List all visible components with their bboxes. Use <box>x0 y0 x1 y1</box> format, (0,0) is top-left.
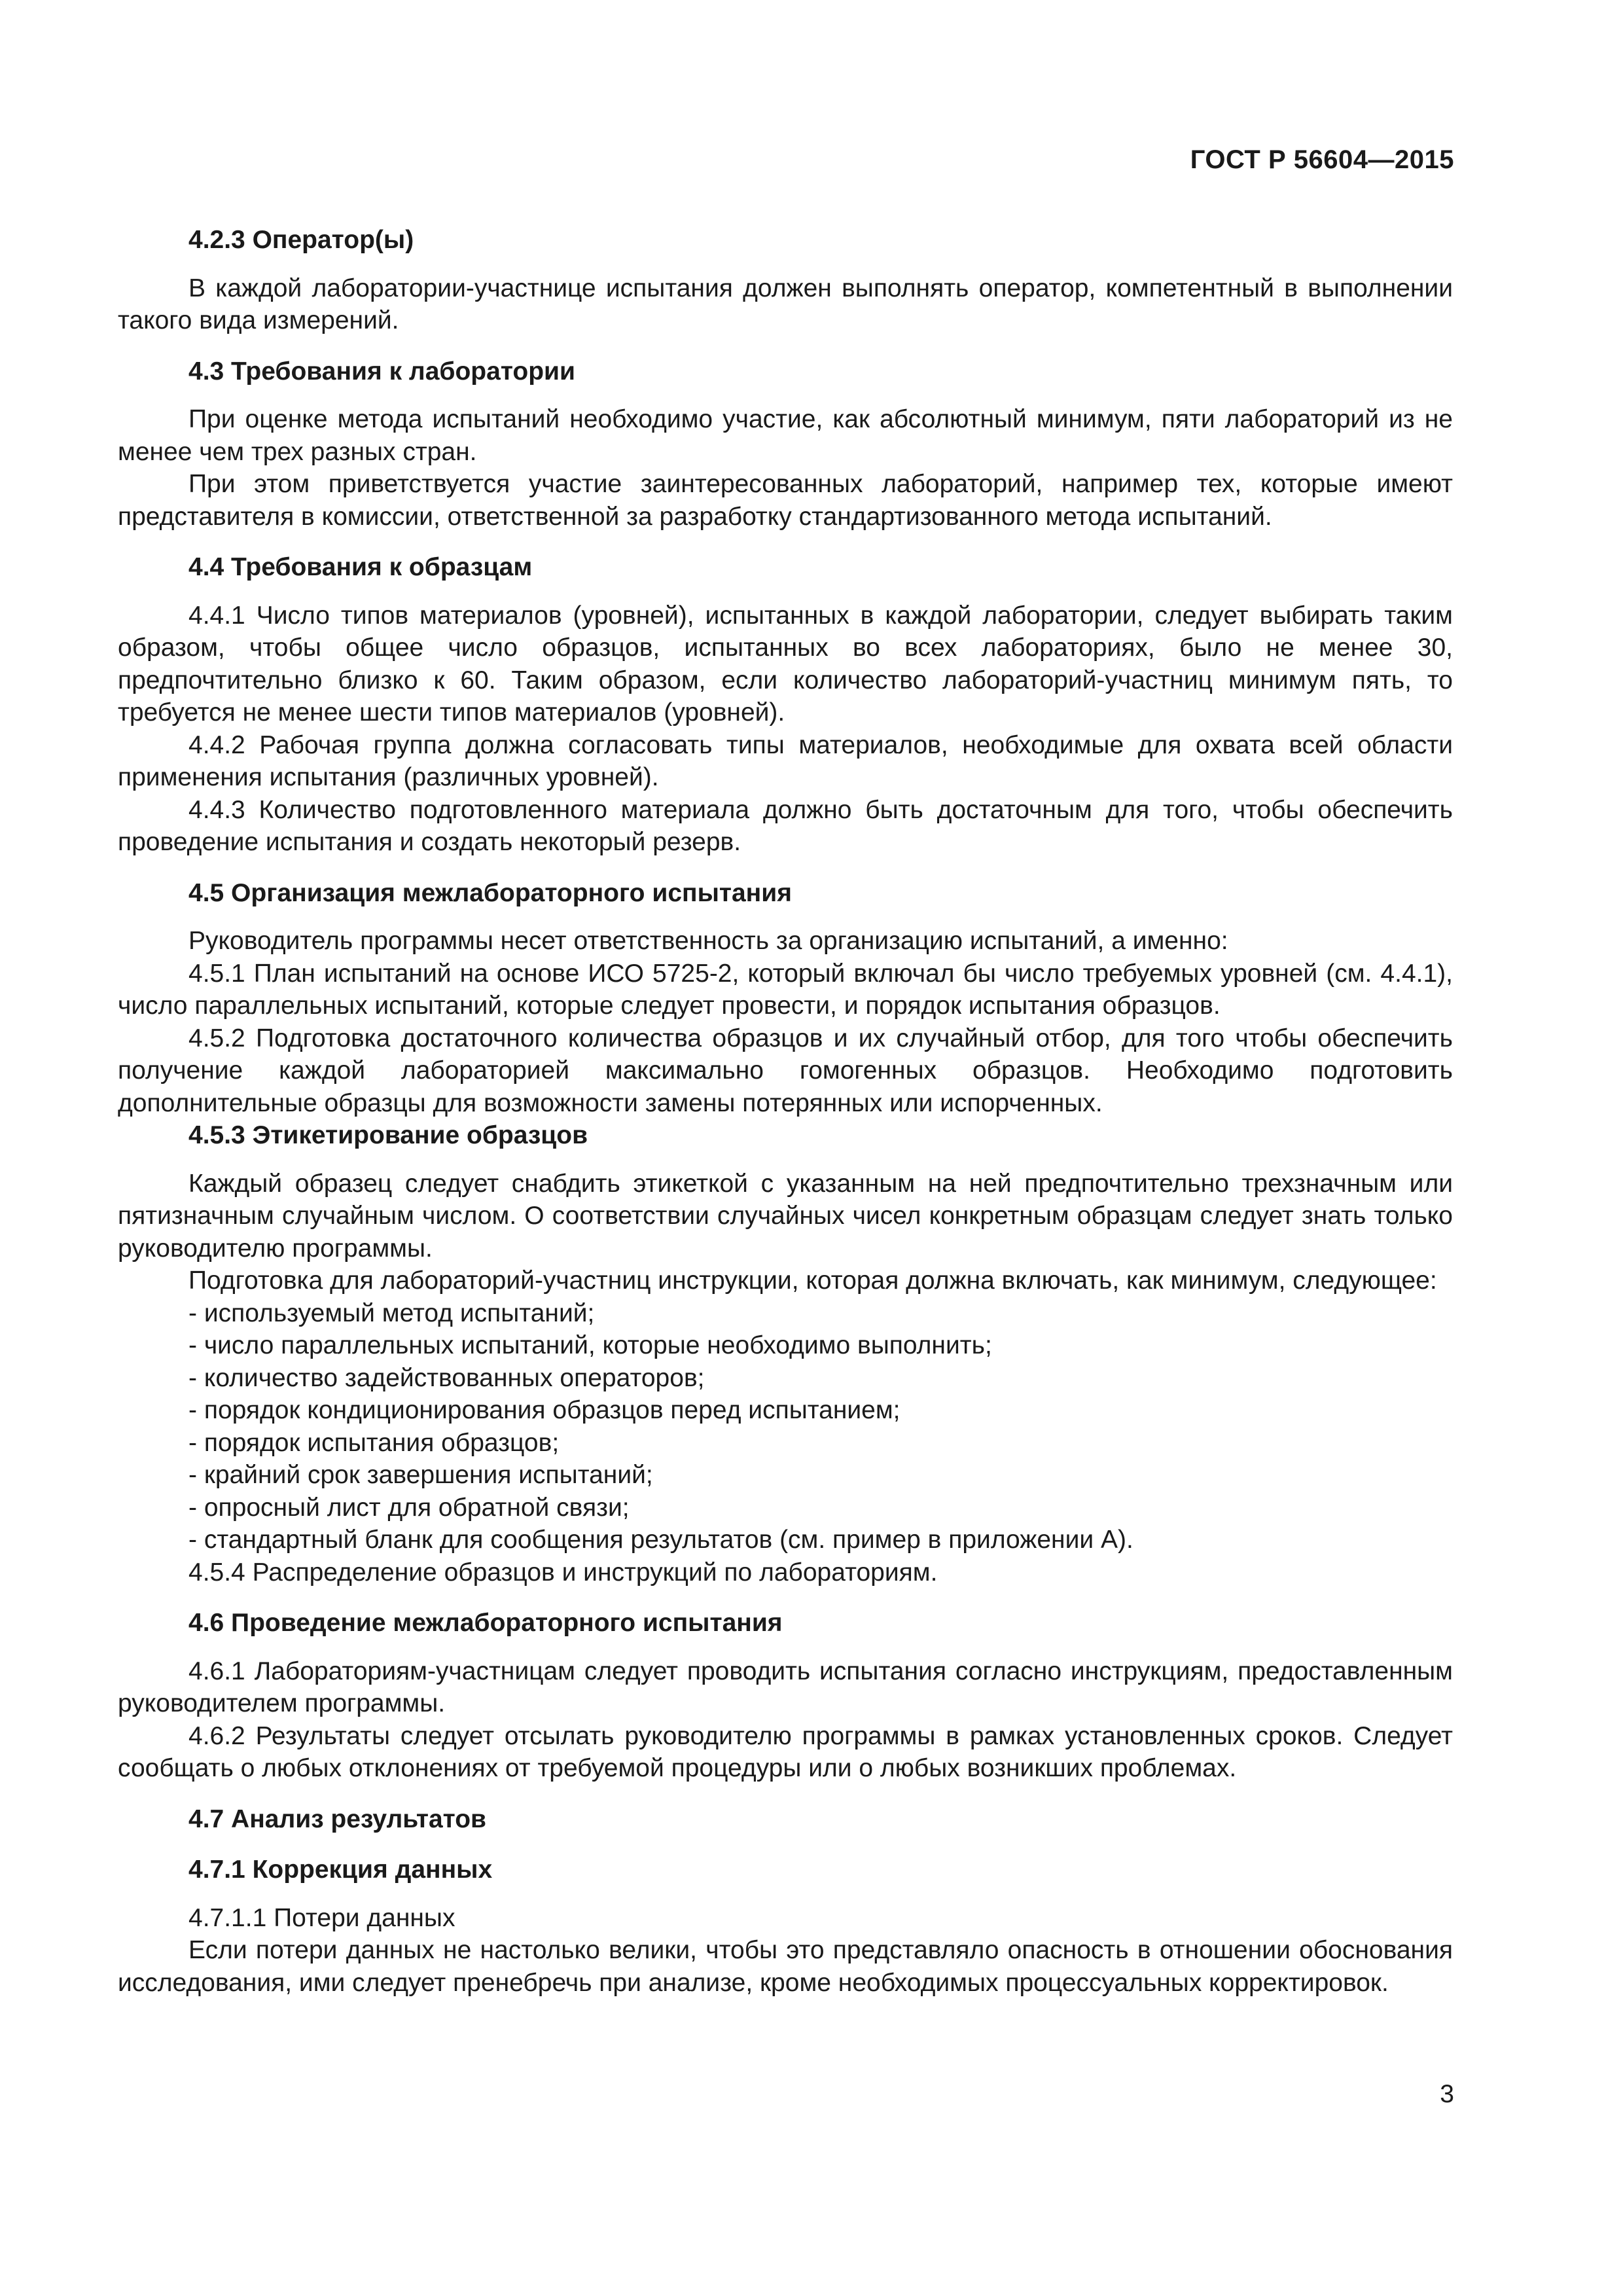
list-item: - число параллельных испытаний, которые необходимо выполнить; <box>188 1331 992 1359</box>
list-item: 4.7.1.1 Потери данных <box>188 1903 455 1932</box>
paragraph: При этом приветствуется участие заинтересованных лабораторий, например тех, которые имеют представителя в комиссии, ответственной за разработку стандартизованного метода испытаний. <box>118 470 1453 531</box>
document-body <box>118 224 1453 1999</box>
paragraph: 4.4.2 Рабочая группа должна согласовать типы материалов, необходимые для охвата всей области применения испытания (различных уровней). <box>118 730 1453 791</box>
list-item: - опросный лист для обратной связи; <box>188 1493 630 1522</box>
list-item: - порядок испытания образцов; <box>188 1428 560 1457</box>
paragraph: 4.4.1 Число типов материалов (уровней), испытанных в каждой лаборатории, следует выбирать таким образом, чтобы общее число образцов, испытанных во всех лабораториях, было не менее 30, предпочтительно близко к 60. Таким образом, если количество лабораторий-участниц минимум пять, то требуется не менее шести типов материалов (уровней). <box>118 601 1453 726</box>
paragraph: Подготовка для лабораторий-участниц инструкции, которая должна включать, как минимум, следующее: <box>188 1266 1437 1295</box>
list-item: - стандартный бланк для сообщения результатов (см. пример в приложении А). <box>188 1526 1133 1554</box>
document-code: ГОСТ Р 56604—2015 <box>1190 145 1454 174</box>
section-heading: 4.3 Требования к лаборатории <box>188 357 575 386</box>
paragraph: 4.4.3 Количество подготовленного материала должно быть достаточным для того, чтобы обеспечить проведение испытания и создать некоторый резерв. <box>118 795 1453 856</box>
paragraph: 4.5.1 План испытаний на основе ИСО 5725-2, который включал бы число требуемых уровней (см. 4.4.1), число параллельных испытаний, которые следует провести, и порядок испытания образцов. <box>118 959 1453 1020</box>
paragraph: Если потери данных не настолько велики, чтобы это представляло опасность в отношении обоснования исследования, ими следует пренебречь при анализе, кроме необходимых процессуальных корректировок. <box>118 1936 1453 1997</box>
section-heading: 4.5.3 Этикетирование образцов <box>188 1121 588 1149</box>
page-number: 3 <box>1440 2080 1454 2108</box>
list-item: - порядок кондиционирования образцов перед испытанием; <box>188 1396 901 1424</box>
section-heading: 4.2.3 Оператор(ы) <box>188 226 414 254</box>
paragraph: 4.6.1 Лабораториям-участницам следует проводить испытания согласно инструкциям, предоставленным руководителем программы. <box>118 1657 1453 1717</box>
paragraph: Каждый образец следует снабдить этикеткой с указанным на ней предпочтительно трехзначным или пятизначным случайным числом. О соответствии случайных чисел конкретным образцам следует знать только руководителю программы. <box>118 1169 1453 1263</box>
list-item: - количество задействованных операторов; <box>188 1363 705 1392</box>
list-item: 4.5.4 Распределение образцов и инструкций по лабораториям. <box>188 1558 938 1587</box>
list-item: - используемый метод испытаний; <box>188 1299 595 1327</box>
paragraph: При оценке метода испытаний необходимо участие, как абсолютный минимум, пяти лабораторий из не менее чем трех разных стран. <box>118 405 1453 466</box>
paragraph: В каждой лаборатории-участнице испытания должен выполнять оператор, компетентный в выполнении такого вида измерений. <box>118 274 1453 334</box>
section-heading: 4.7.1 Коррекция данных <box>188 1856 493 1884</box>
paragraph: 4.6.2 Результаты следует отсылать руководителю программы в рамках установленных сроков. Следует сообщать о любых отклонениях от требуемой процедуры или о любых возникших проблемах. <box>118 1721 1453 1782</box>
paragraph: 4.5.2 Подготовка достаточного количества образцов и их случайный отбор, для того чтобы обеспечить получение каждой лабораторией максимально гомогенных образцов. Необходимо подготовить дополнительные образцы для возможности замены потерянных или испорченных. <box>118 1024 1453 1117</box>
list-item: - крайний срок завершения испытаний; <box>188 1461 653 1489</box>
section-heading: 4.7 Анализ результатов <box>188 1804 487 1833</box>
section-heading: 4.5 Организация межлабораторного испытания <box>188 878 792 907</box>
section-heading: 4.4 Требования к образцам <box>188 553 533 581</box>
paragraph: Руководитель программы несет ответственность за организацию испытаний, а именно: <box>188 927 1228 955</box>
section-heading: 4.6 Проведение межлабораторного испытания <box>188 1609 783 1637</box>
